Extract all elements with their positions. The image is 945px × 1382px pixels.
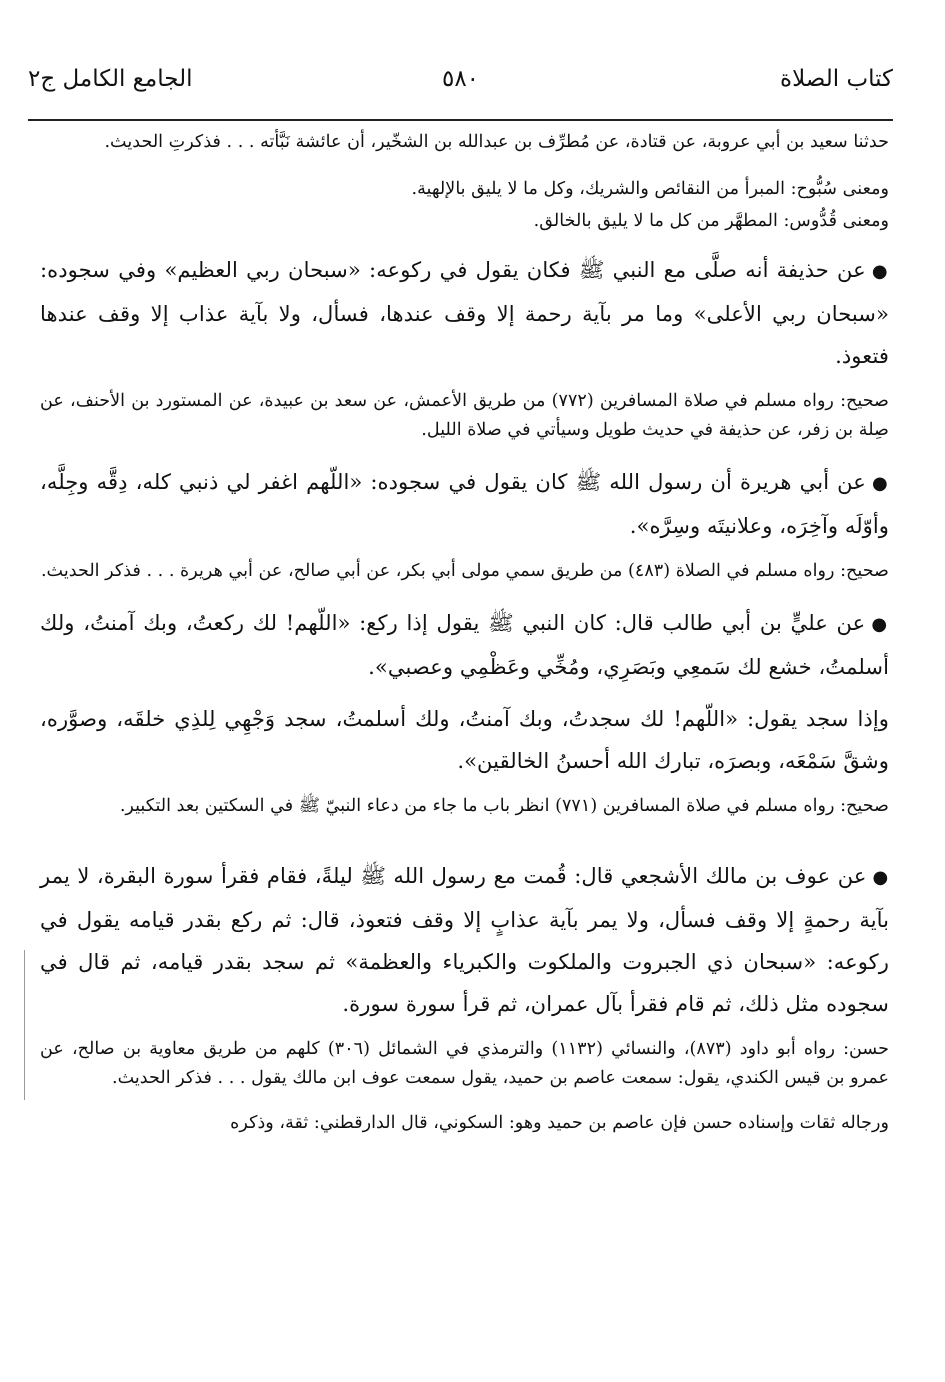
takhrij-awf: حسن: رواه أبو داود (٨٧٣)، والنسائي (١١٣٢) والترمذي في الشمائل (٣٠٦) كلهم من طريق معاوية بن صالح، عن عمرو بن قيس الكندي، يقول: سمعت عاصم بن حميد، يقول سمعت عوف ابن مالك يقول . . . فذكر الحديث. (40, 1039, 890, 1088)
header-rule (28, 119, 893, 121)
bullet-icon: ● (871, 261, 889, 282)
hadith-text: عن عليٍّ بن أبي طالب قال: كان النبي ﷺ يقول إذا ركع: «اللّهم! لك ركعتُ، وبك آمنتُ، ولك أسلمتُ، خشع لك سَمعِي وبَصَرِي، ومُخِّي وعَظْمِي وعصبي». (40, 610, 889, 679)
gloss-subbuh: ومعنى سُبُّوح: المبرأ من النقائص والشريك، وكل ما لا يليق بالإلهية. (411, 179, 889, 199)
footnote-isnad: حدثنا سعيد بن أبي عروبة، عن قتادة، عن مُطرِّف بن عبدالله بن الشخّير، أن عائشة نَبَّأته . . . فذكرتِ الحديث. (104, 132, 889, 152)
takhrij-ali: صحيح: رواه مسلم في صلاة المسافرين (٧٧١) انظر باب ما جاء من دعاء النبيّ ﷺ في السكتين بعد التكبير. (119, 796, 889, 816)
page-number: ٥٨٠ (441, 66, 480, 92)
rijal-note: ورجاله ثقات وإسناده حسن فإن عاصم بن حميد وهو: السكوني، قال الدارقطني: ثقة، وذكره (230, 1113, 889, 1133)
hadith-text: عن عوف بن مالك الأشجعي قال: قُمت مع رسول الله ﷺ ليلةً، فقام فقرأ سورة البقرة، لا يمر بآية رحمةٍ إلا وقف فسأل، ولا يمر بآية عذابٍ إلا وقف فتعوذ، قال: ثم ركع بقدر قيامه يقول في ركوعه: «سبحان ذي الجبروت والملكوت والكبرياء والعظمة» ثم سجد بقدر قيامه، ثم قال في سجوده مثل ذلك، ثم قام فقرأ بآل عمران، ثم قرأ سورة سورة. (40, 863, 889, 1016)
bullet-icon: ● (871, 473, 889, 494)
chapter-title: كتاب الصلاة (780, 66, 893, 92)
page-body (40, 128, 889, 1154)
margin-line (24, 950, 25, 1100)
hadith-text: عن حذيفة أنه صلَّى مع النبي ﷺ فكان يقول في ركوعه: «سبحان ربي العظيم» وفي سجوده: «سبحان ربي الأعلى» وما مر بآية رحمة إلا وقف عندها، فسأل، ولا بآية عذاب إلا وقف عندها فتعوذ. (40, 257, 889, 368)
hadith-ali-ruku (40, 602, 889, 688)
hadith-text: عن أبي هريرة أن رسول الله ﷺ كان يقول في سجوده: «اللّهم اغفر لي ذنبي كله، دِقَّه وجِلَّه، وأوّلَه وآخِرَه، وعلانيتَه وسِرَّه». (40, 469, 889, 538)
running-header (28, 62, 893, 106)
takhrij-abu-hurayra: صحيح: رواه مسلم في الصلاة (٤٨٣) من طريق سمي مولى أبي بكر، عن أبي صالح، عن أبي هريرة . . . فذكر الحديث. (40, 561, 889, 581)
section-gap (40, 837, 889, 855)
book-title: الجامع الكامل ج٢ (28, 66, 193, 92)
bullet-icon: ● (872, 867, 889, 888)
hadith-abu-hurayra (40, 461, 889, 547)
hadith-hudhayfa (40, 249, 889, 377)
bullet-icon: ● (871, 614, 889, 635)
hadith-ali-sujud: وإذا سجد يقول: «اللّهم! لك سجدتُ، وبك آمنتُ، ولك أسلمتُ، سجد وَجْهِي لِلذِي خلقَه، وصوَّره، وشقَّ سَمْعَه، وبصرَه، تبارك الله أحسنُ الخالقين». (40, 706, 889, 773)
takhrij-hudhayfa: صحيح: رواه مسلم في صلاة المسافرين (٧٧٢) من طريق الأعمش، عن سعد بن عبيدة، عن المستورد بن الأحنف، عن صِلة بن زفر، عن حذيفة في حديث طويل وسيأتي في صلاة الليل. (40, 391, 889, 440)
hadith-awf (40, 855, 889, 1025)
gloss-quddus: ومعنى قُدُّوس: المطهَّر من كل ما لا يليق بالخالق. (533, 211, 889, 231)
